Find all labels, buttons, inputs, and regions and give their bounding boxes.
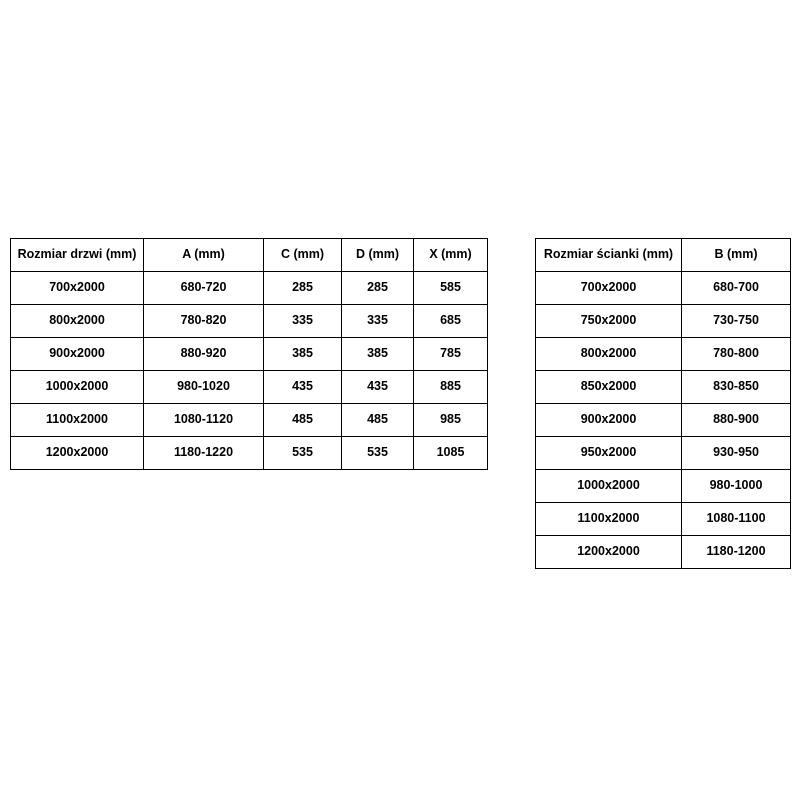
cell-x: 885 — [414, 371, 488, 404]
cell-wall-size: 850x2000 — [536, 371, 682, 404]
cell-x: 685 — [414, 305, 488, 338]
wall-table-header — [536, 239, 791, 272]
doors-table-body — [11, 272, 488, 470]
table-row — [536, 437, 791, 470]
cell-b: 830-850 — [682, 371, 791, 404]
cell-wall-size: 1000x2000 — [536, 470, 682, 503]
cell-c: 485 — [264, 404, 342, 437]
column-header-x: X (mm) — [414, 239, 488, 272]
table-header-row — [11, 239, 488, 272]
table-row — [536, 503, 791, 536]
table-row — [11, 272, 488, 305]
cell-b: 980-1000 — [682, 470, 791, 503]
column-header-door-size: Rozmiar drzwi (mm) — [11, 239, 144, 272]
cell-c: 535 — [264, 437, 342, 470]
cell-b: 680-700 — [682, 272, 791, 305]
cell-x: 585 — [414, 272, 488, 305]
cell-c: 435 — [264, 371, 342, 404]
cell-d: 335 — [342, 305, 414, 338]
cell-b: 730-750 — [682, 305, 791, 338]
table-row — [11, 404, 488, 437]
table-row — [536, 536, 791, 569]
cell-door-size: 800x2000 — [11, 305, 144, 338]
table-row — [11, 437, 488, 470]
cell-door-size: 1100x2000 — [11, 404, 144, 437]
table-row — [536, 371, 791, 404]
cell-b: 930-950 — [682, 437, 791, 470]
cell-wall-size: 800x2000 — [536, 338, 682, 371]
table-row — [536, 470, 791, 503]
cell-door-size: 1200x2000 — [11, 437, 144, 470]
table-row — [536, 305, 791, 338]
cell-wall-size: 1200x2000 — [536, 536, 682, 569]
doors-table-header — [11, 239, 488, 272]
cell-b: 780-800 — [682, 338, 791, 371]
cell-d: 485 — [342, 404, 414, 437]
cell-d: 385 — [342, 338, 414, 371]
cell-wall-size: 1100x2000 — [536, 503, 682, 536]
cell-a: 980-1020 — [144, 371, 264, 404]
table-row — [11, 305, 488, 338]
cell-a: 680-720 — [144, 272, 264, 305]
column-header-c: C (mm) — [264, 239, 342, 272]
cell-a: 1180-1220 — [144, 437, 264, 470]
cell-a: 880-920 — [144, 338, 264, 371]
column-header-d: D (mm) — [342, 239, 414, 272]
column-header-wall-size: Rozmiar ścianki (mm) — [536, 239, 682, 272]
cell-wall-size: 700x2000 — [536, 272, 682, 305]
cell-b: 1080-1100 — [682, 503, 791, 536]
cell-c: 285 — [264, 272, 342, 305]
table-header-row — [536, 239, 791, 272]
table-row — [11, 338, 488, 371]
cell-door-size: 1000x2000 — [11, 371, 144, 404]
doors-size-table — [10, 238, 488, 470]
cell-d: 285 — [342, 272, 414, 305]
cell-a: 780-820 — [144, 305, 264, 338]
cell-door-size: 900x2000 — [11, 338, 144, 371]
cell-x: 1085 — [414, 437, 488, 470]
cell-x: 985 — [414, 404, 488, 437]
cell-b: 880-900 — [682, 404, 791, 437]
cell-wall-size: 950x2000 — [536, 437, 682, 470]
cell-c: 335 — [264, 305, 342, 338]
cell-b: 1180-1200 — [682, 536, 791, 569]
cell-door-size: 700x2000 — [11, 272, 144, 305]
table-row — [11, 371, 488, 404]
cell-a: 1080-1120 — [144, 404, 264, 437]
cell-d: 535 — [342, 437, 414, 470]
column-header-a: A (mm) — [144, 239, 264, 272]
table-row — [536, 404, 791, 437]
wall-table-body — [536, 272, 791, 569]
cell-wall-size: 900x2000 — [536, 404, 682, 437]
wall-size-table — [535, 238, 791, 569]
cell-c: 385 — [264, 338, 342, 371]
cell-d: 435 — [342, 371, 414, 404]
column-header-b: B (mm) — [682, 239, 791, 272]
table-row — [536, 338, 791, 371]
table-row — [536, 272, 791, 305]
cell-x: 785 — [414, 338, 488, 371]
cell-wall-size: 750x2000 — [536, 305, 682, 338]
